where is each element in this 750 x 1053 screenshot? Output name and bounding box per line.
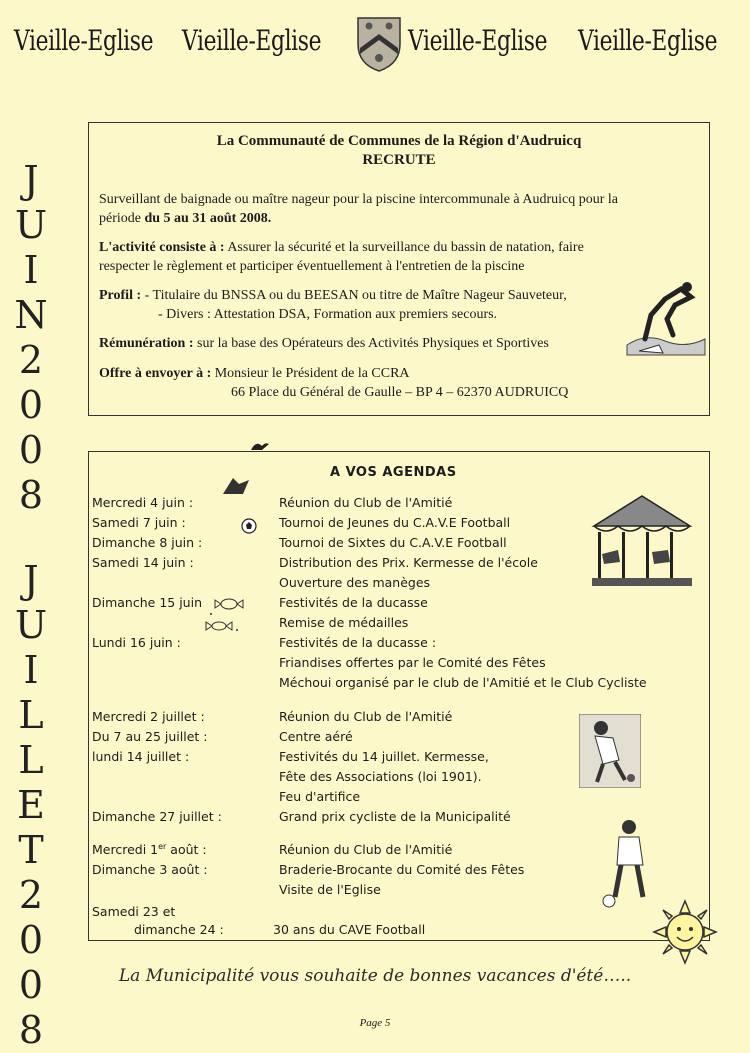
- agenda-event: Grand prix cycliste de la Municipalité: [279, 809, 511, 824]
- header-word: Vieille-Eglise: [408, 24, 548, 57]
- footballer-icon: [601, 817, 661, 909]
- agenda-event: Feu d'artifice: [279, 789, 361, 804]
- agenda-date: Lundi 16 juin :: [92, 635, 181, 650]
- agenda-title: A VOS AGENDAS: [330, 465, 457, 480]
- agenda-event: Festivités du 14 juillet. Kermesse,: [279, 749, 489, 764]
- carousel-icon: [586, 492, 698, 592]
- agenda-event: Remise de médailles: [279, 615, 409, 630]
- coat-of-arms-icon: [354, 14, 404, 74]
- agenda-date: Dimanche 3 août :: [92, 862, 208, 877]
- recruitment-box: [88, 122, 710, 416]
- agenda-box: [88, 451, 710, 941]
- agenda-event: Réunion du Club de l'Amitié: [279, 842, 453, 857]
- petanque-player-icon: [579, 714, 641, 788]
- agenda-event: Festivités de la ducasse :: [279, 635, 437, 650]
- agenda-event: Visite de l'Eglise: [279, 882, 381, 897]
- agenda-event: Méchoui organisé par le club de l'Amitié et le Club Cycliste: [279, 675, 647, 690]
- agenda-event: Festivités de la ducasse: [279, 595, 428, 610]
- bird-flying-icon: [221, 474, 251, 496]
- agenda-date: Du 7 au 25 juillet :: [92, 729, 208, 744]
- month-juillet-vertical: J U I L L E T 2 0 0 8: [14, 558, 48, 1052]
- recruit-intro: Surveillant de baignade ou maître nageur pour la piscine intercommunale à Audruicq pour la période du 5 au 31 août 2008.: [99, 192, 618, 226]
- agenda-date: Samedi 23 et: [92, 904, 176, 919]
- agenda-date: Samedi 7 juin :: [92, 515, 186, 530]
- agenda-event: Distribution des Prix. Kermesse de l'école: [279, 555, 538, 570]
- recruit-profil: Profil : - Titulaire du BNSSA ou du BEESAN ou titre de Maître Nageur Sauveteur, - Divers : Attestation DSA, Formation aux premiers secours.: [99, 288, 567, 322]
- header-word: Vieille-Eglise: [182, 24, 322, 57]
- agenda-event: Friandises offertes par le Comité des Fêtes: [279, 655, 546, 670]
- agenda-date: Samedi 14 juin :: [92, 555, 194, 570]
- agenda-event: Tournoi de Jeunes du C.A.V.E Football: [279, 515, 511, 530]
- smiling-sun-icon: [652, 899, 718, 965]
- swimmer-diving-icon: [625, 275, 707, 357]
- agenda-date: Mercredi 4 juin :: [92, 495, 194, 510]
- agenda-date: Dimanche 8 juin :: [92, 535, 203, 550]
- agenda-event: Centre aéré: [279, 729, 353, 744]
- recruit-activity: L'activité consiste à : Assurer la sécurité et la surveillance du bassin de natation, faire respecter le règlement et participer éventuellement à l'entretien de la piscine: [99, 240, 584, 274]
- candy-icon: [199, 594, 249, 644]
- agenda-event: Réunion du Club de l'Amitié: [279, 709, 453, 724]
- footer-message: La Municipalité vous souhaite de bonnes vacances d'été…..: [118, 966, 632, 986]
- page-number: Page 5: [359, 1017, 391, 1029]
- agenda-event: Braderie-Brocante du Comité des Fêtes: [279, 862, 525, 877]
- agenda-event: 30 ans du CAVE Football: [273, 922, 426, 937]
- header-word: Vieille-Eglise: [578, 24, 718, 57]
- agenda-event: Tournoi de Sixtes du C.A.V.E Football: [279, 535, 507, 550]
- football-icon: [241, 518, 257, 534]
- recruit-remuneration: Rémunération : sur la base des Opérateurs des Activités Physiques et Sportives: [99, 336, 549, 351]
- month-juin-vertical: J U I N 2 0 0 8: [14, 158, 48, 517]
- agenda-event: Fête des Associations (loi 1901).: [279, 769, 482, 784]
- agenda-event: Réunion du Club de l'Amitié: [279, 495, 453, 510]
- agenda-date: Mercredi 1er août :: [92, 842, 207, 858]
- agenda-date: Dimanche 27 juillet :: [92, 809, 222, 824]
- agenda-date: lundi 14 juillet :: [92, 749, 190, 764]
- agenda-date: Mercredi 2 juillet :: [92, 709, 205, 724]
- agenda-event: Ouverture des manèges: [279, 575, 431, 590]
- recruit-title: La Communauté de Communes de la Région d'Audruicq: [216, 133, 582, 149]
- recruit-offer: Offre à envoyer à : Monsieur le Président de la CCRA 66 Place du Général de Gaulle – BP 4 – 62370 AUDRUICQ: [99, 366, 569, 400]
- agenda-date: dimanche 24 :: [134, 922, 224, 937]
- header-word: Vieille-Eglise: [14, 24, 154, 57]
- recruit-subtitle: RECRUTE: [362, 152, 436, 168]
- agenda-date: Dimanche 15 juin: [92, 595, 202, 610]
